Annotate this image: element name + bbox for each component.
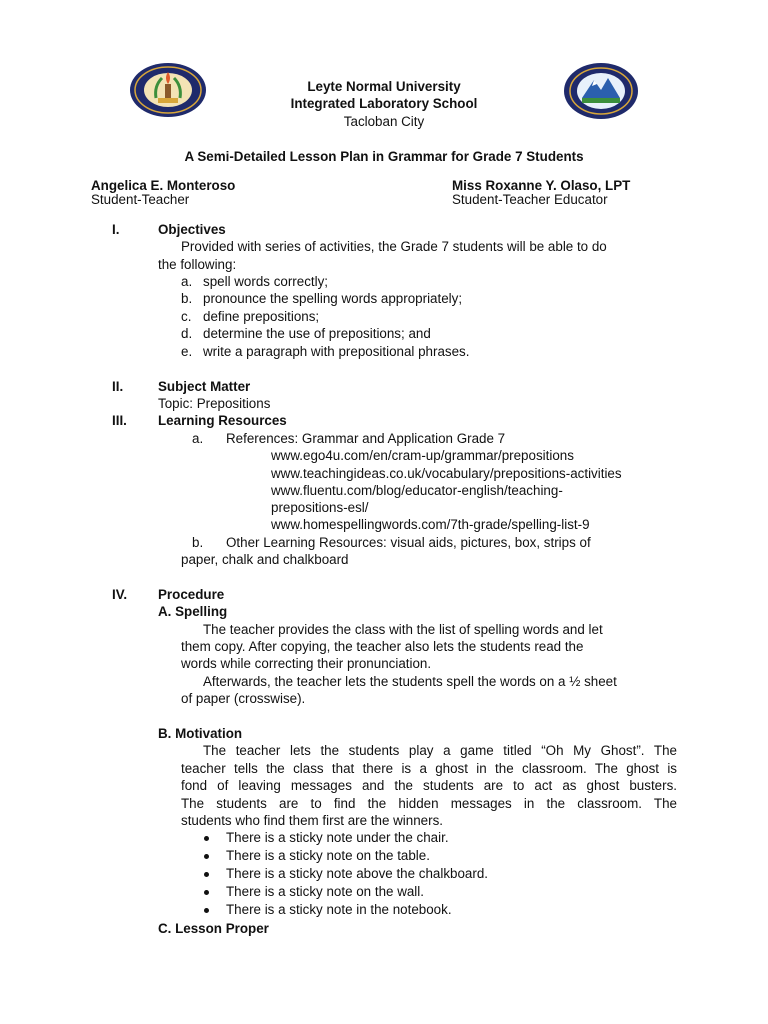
subsection-heading-lesson-proper: C. Lesson Proper [158, 921, 269, 936]
paragraph-line: the following: [158, 257, 237, 272]
bullet-item: There is a sticky note above the chalkboard. [226, 866, 489, 881]
list-letter: d. [181, 326, 193, 341]
paragraph-line: students who find them first are the winners. [181, 813, 443, 828]
references-line: References: Grammar and Application Grade 7 [226, 431, 506, 446]
list-letter: b. [181, 291, 193, 306]
bullet-dot [204, 890, 209, 895]
list-letter: c. [181, 309, 192, 324]
student-teacher-role: Student-Teacher [91, 192, 190, 207]
bullet-dot [204, 872, 209, 877]
paragraph-line: The teacher lets the students play a game titled “Oh My Ghost”. The [203, 743, 677, 758]
section-number: III. [112, 413, 127, 428]
section-heading: Learning Resources [158, 413, 287, 428]
university-name: Leyte Normal University [307, 79, 461, 94]
section-number: IV. [112, 587, 128, 602]
reference-url: www.homespellingwords.com/7th-grade/spelling-list-9 [271, 517, 590, 532]
paragraph-line: The students are to find the hidden messages in the classroom. The [181, 796, 677, 811]
educator-name: Miss Roxanne Y. Olaso, LPT [452, 178, 631, 193]
list-letter: a. [192, 431, 204, 446]
bullet-dot [204, 908, 209, 913]
paragraph-line: The teacher provides the class with the list of spelling words and let [203, 622, 603, 637]
list-letter: a. [181, 274, 193, 289]
section-heading: Subject Matter [158, 379, 251, 394]
bullet-item: There is a sticky note in the notebook. [226, 902, 452, 917]
paragraph-line: words while correcting their pronunciation. [181, 656, 432, 671]
student-teacher-name: Angelica E. Monteroso [91, 178, 236, 193]
subsection-heading-motivation: B. Motivation [158, 726, 243, 741]
paragraph-line: them copy. After copying, the teacher also lets the students read the [181, 639, 584, 654]
list-letter: b. [192, 535, 204, 550]
list-item: write a paragraph with prepositional phrases. [203, 344, 470, 359]
section-heading: Procedure [158, 587, 225, 602]
lesson-plan-title: A Semi-Detailed Lesson Plan in Grammar for Grade 7 Students [184, 149, 584, 164]
section-number: I. [112, 222, 120, 237]
topic-line: Topic: Prepositions [158, 396, 271, 411]
bullet-item: There is a sticky note on the table. [226, 848, 430, 863]
list-item: determine the use of prepositions; and [203, 326, 431, 341]
list-item: pronounce the spelling words appropriately; [203, 291, 463, 306]
bullet-dot [204, 854, 209, 859]
school-name: Integrated Laboratory School [290, 96, 478, 111]
educator-role: Student-Teacher Educator [452, 192, 608, 207]
subsection-heading-spelling: A. Spelling [158, 604, 228, 619]
other-resources-line: Other Learning Resources: visual aids, pictures, box, strips of [226, 535, 591, 550]
bullet-item: There is a sticky note under the chair. [226, 830, 449, 845]
other-resources-line: paper, chalk and chalkboard [181, 552, 349, 567]
paragraph-line: teacher tells the class that there is a ghost in the classroom. The ghost is [181, 761, 677, 776]
list-letter: e. [181, 344, 193, 359]
paragraph-line: Afterwards, the teacher lets the students spell the words on a ½ sheet [203, 674, 617, 689]
list-item: spell words correctly; [203, 274, 329, 289]
city-name: Tacloban City [343, 114, 425, 129]
paragraph-line: Provided with series of activities, the Grade 7 students will be able to do [181, 239, 607, 254]
bullet-item: There is a sticky note on the wall. [226, 884, 424, 899]
paragraph-line: of paper (crosswise). [181, 691, 306, 706]
bullet-dot [204, 836, 209, 841]
list-item: define prepositions; [203, 309, 320, 324]
section-number: II. [112, 379, 124, 394]
section-heading: Objectives [158, 222, 226, 237]
paragraph-line: fond of leaving messages and the students are to act as ghost busters. [181, 778, 677, 793]
reference-url: prepositions-esl/ [271, 500, 369, 515]
reference-url: www.fluentu.com/blog/educator-english/teaching- [271, 483, 563, 498]
reference-url: www.teachingideas.co.uk/vocabulary/prepositions-activities [271, 466, 622, 481]
reference-url: www.ego4u.com/en/cram-up/grammar/prepositions [271, 448, 574, 463]
